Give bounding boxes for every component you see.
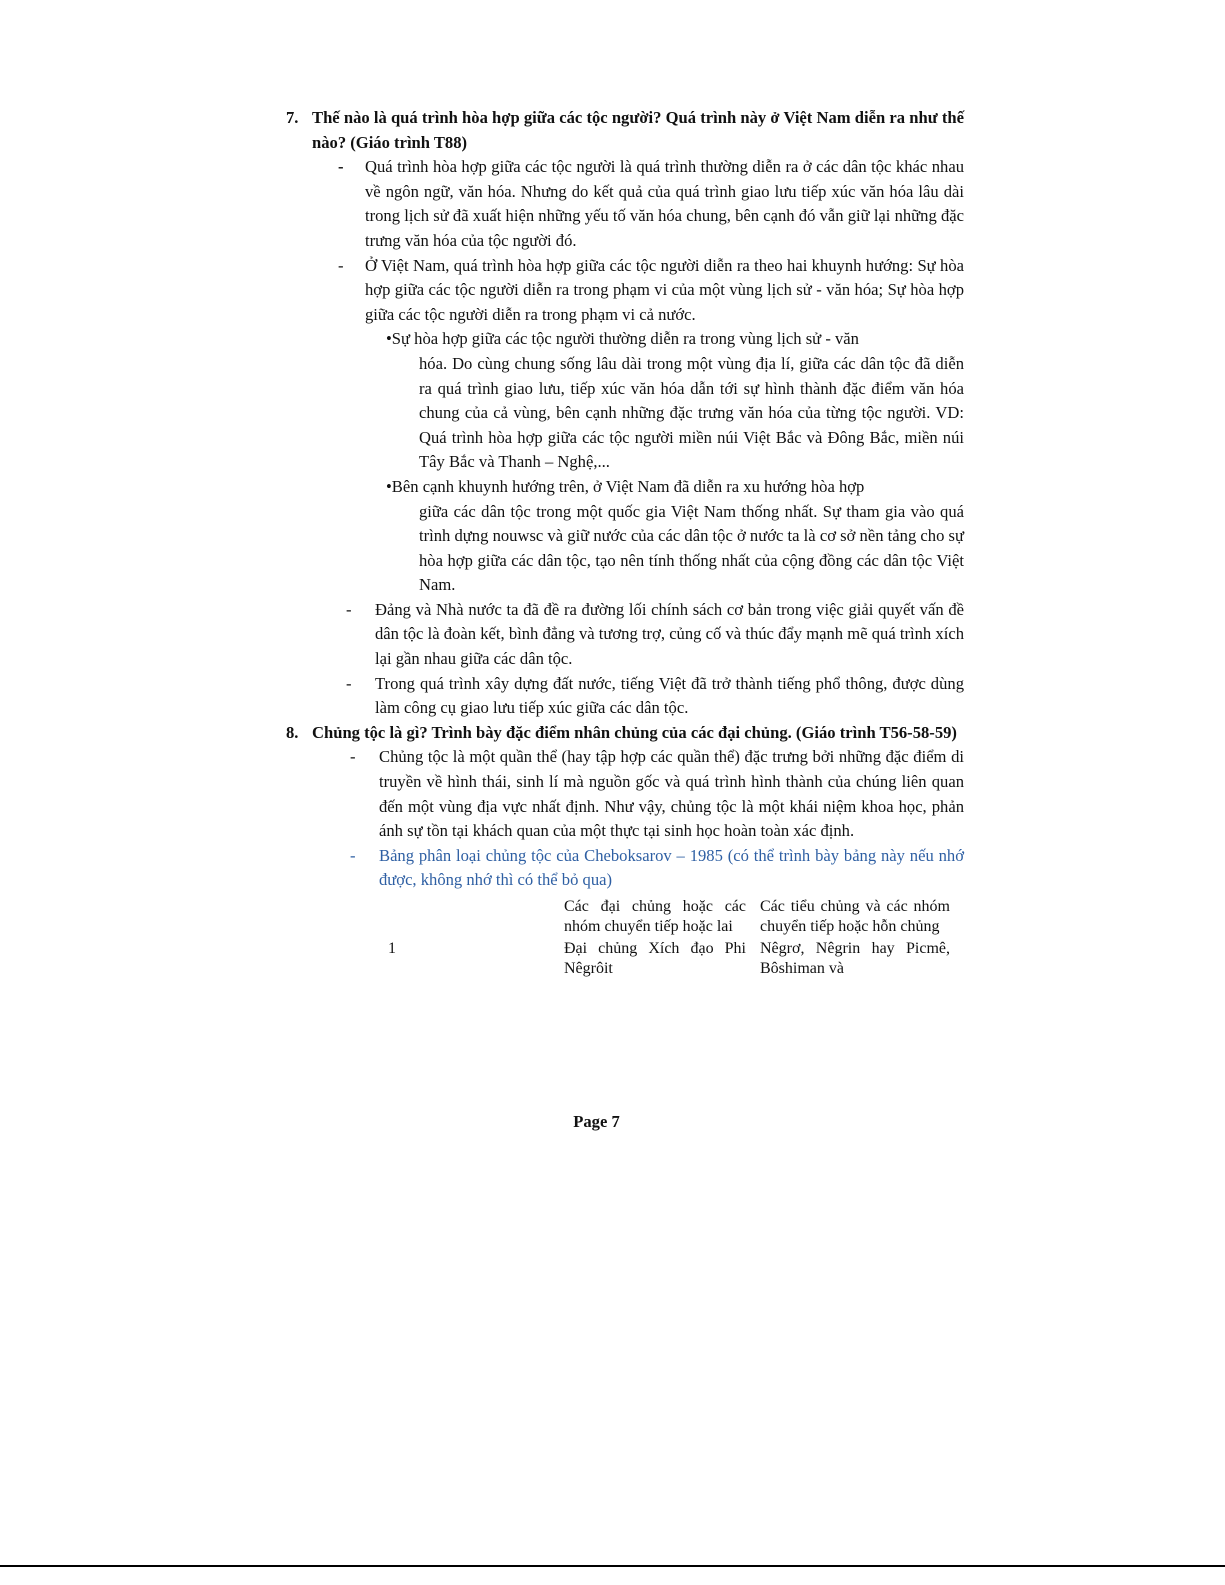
question-number: 8.: [286, 722, 299, 742]
page-number: Page 7: [573, 1112, 620, 1131]
table-cell: 1: [388, 940, 396, 957]
question-8-heading: [286, 721, 964, 746]
dash-marker: -: [350, 845, 356, 865]
question-title: Chủng tộc là gì? Trình bày đặc điểm nhân chủng của các đại chủng. (Giáo trình T56-58-59): [312, 722, 957, 742]
dash-marker: -: [350, 747, 356, 767]
classification-table: [378, 897, 964, 978]
list-item: [286, 254, 964, 328]
question-number: 7.: [286, 108, 299, 127]
paragraph: Trong quá trình xây dựng đất nước, tiếng Việt đã trở thành tiếng phổ thông, được dùng làm công cụ giao lưu tiếp xúc giữa các dân tộc.: [375, 673, 964, 718]
question-title: Thế nào là quá trình hòa hợp giữa các tộc người? Quá trình này ở Việt Nam diễn ra như thế nào? (Giáo trình T88): [312, 108, 964, 152]
paragraph: Chủng tộc là một quần thể (hay tập hợp các quần thể) đặc trưng bởi những đặc điểm di truyền về hình thái, sinh lí mà nguồn gốc và quá trình hình thành của chúng liên quan đến một vùng địa vực nhất định. Như vậy, chủng tộc là một khái niệm khoa học, phản ánh sự tồn tại khách quan của một thực tại sinh học hoàn toàn xác định.: [379, 747, 964, 841]
list-item: [286, 672, 964, 721]
list-item: [286, 844, 964, 893]
page-content: [286, 106, 964, 981]
paragraph-first-line: •Sự hòa hợp giữa các tộc người thường diễn ra trong vùng lịch sử - văn: [386, 329, 859, 349]
table-cell: Các đại chủng hoặc các nhóm chuyển tiếp hoặc lai: [564, 898, 746, 935]
paragraph: Quá trình hòa hợp giữa các tộc người là quá trình thường diễn ra ở các dân tộc khác nhau về ngôn ngữ, văn hóa. Nhưng do kết quả của quá trình giao lưu tiếp xúc văn hóa lâu dài trong lịch sử đã xuất hiện những yếu tố văn hóa chung, bên cạnh đó vẫn giữ lại những đặc trưng văn hóa của tộc người đó.: [365, 157, 964, 250]
paragraph: Ở Việt Nam, quá trình hòa hợp giữa các tộc người diễn ra theo hai khuynh hướng: Sự hòa hợp giữa các tộc người diễn ra trong phạm vi của một vùng lịch sử - văn hóa; Sự hòa hợp giữa các tộc người diễn ra trong phạm vi cả nước.: [365, 255, 964, 324]
dash-marker: -: [338, 157, 344, 177]
sub-list-item: [286, 475, 964, 598]
table-cell: Nêgrơ, Nêgrin hay Picmê, Bôshiman và: [760, 940, 950, 977]
dash-marker: -: [346, 673, 352, 693]
table-row: [378, 939, 964, 978]
table-cell: Đại chủng Xích đạo Phi Nêgrôit: [564, 940, 746, 977]
paragraph: Bảng phân loại chủng tộc của Cheboksarov – 1985 (có thể trình bày bảng này nếu nhớ được, không nhớ thì có thể bỏ qua): [379, 845, 964, 890]
table-cell: Các tiểu chủng và các nhóm chuyển tiếp hoặc hỗn chủng: [760, 898, 950, 935]
question-7-heading: [286, 106, 964, 155]
paragraph-rest: giữa các dân tộc trong một quốc gia Việt Nam thống nhất. Sự tham gia vào quá trình dựng nouwsc và giữ nước của các dân tộc ở nước ta là cơ sở nền tảng cho sự hòa hợp giữa các dân tộc, tạo nên tính thống nhất của cộng đồng các dân tộc Việt Nam.: [419, 501, 964, 595]
table-cell: [378, 897, 564, 936]
dash-marker: -: [338, 255, 344, 275]
list-item: [286, 155, 964, 253]
paragraph-first-line: •Bên cạnh khuynh hướng trên, ở Việt Nam đã diễn ra xu hướng hòa hợp: [386, 476, 865, 496]
paragraph-rest: hóa. Do cùng chung sống lâu dài trong một vùng địa lí, giữa các dân tộc đã diễn ra quá trình giao lưu, tiếp xúc văn hóa dẫn tới sự hình thành đặc điểm văn hóa chung của cả vùng, bên cạnh những đặc trưng văn hóa của từng tộc người. VD: Quá trình hòa hợp giữa các tộc người miền núi Việt Bắc và Đông Bắc, miền núi Tây Bắc và Thanh – Nghệ,...: [419, 353, 964, 472]
page-bottom-divider: [0, 1565, 1225, 1567]
sub-list-item: [286, 327, 964, 475]
list-item: [286, 598, 964, 672]
dash-marker: -: [346, 599, 352, 619]
table-header-row: [378, 897, 964, 936]
list-item: [286, 745, 964, 843]
paragraph: Đảng và Nhà nước ta đã đề ra đường lối chính sách cơ bản trong việc giải quyết vấn đề dân tộc là đoàn kết, bình đẳng và tương trợ, củng cố và thúc đẩy mạnh mẽ quá trình xích lại gần nhau giữa các dân tộc.: [375, 599, 964, 669]
